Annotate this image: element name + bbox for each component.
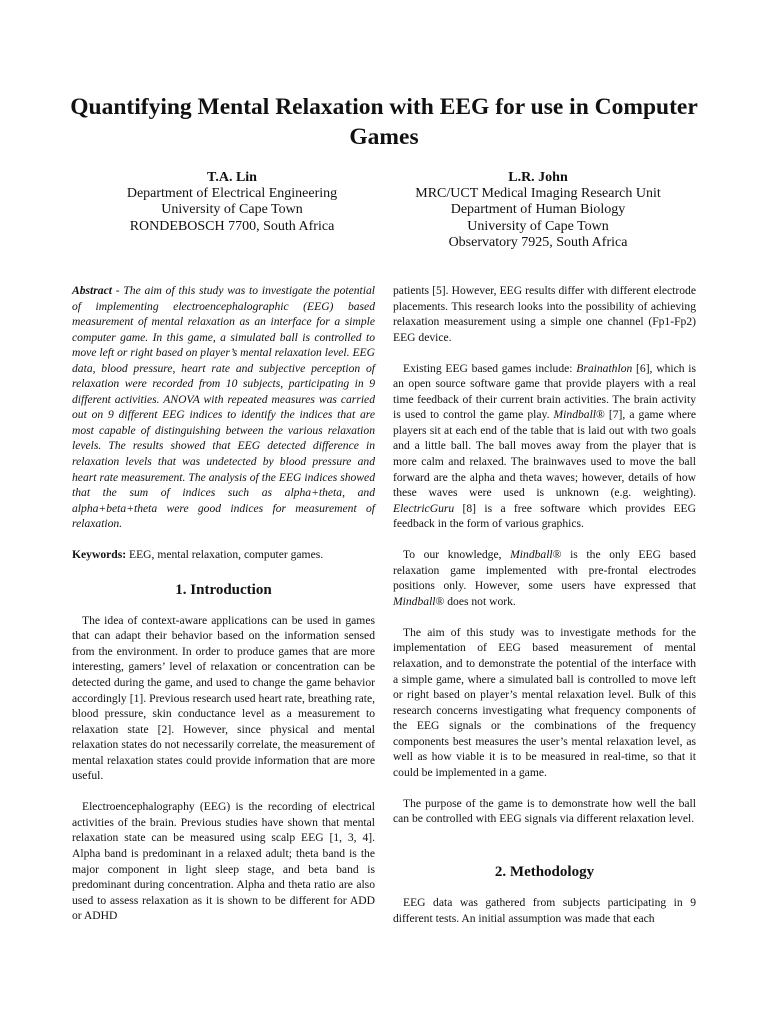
abstract: [72, 283, 375, 532]
section-heading-introduction: 1. Introduction: [175, 581, 272, 598]
game-name: Brainathlon: [576, 361, 633, 375]
text-run: ® [7], a game where players sit at each end of the table that is laid out with two goals and a little ball. The ball moves away from the player that is more calm and relaxed. The brainwaves used to move the ball forward are the alpha and theta waves; however, details of how these waves were used is unknown (e.g. weighting).: [393, 408, 696, 500]
author-affiliation: Department of Electrical Engineering: [126, 186, 338, 202]
author-block-1: [92, 170, 372, 235]
paragraph: [393, 361, 696, 532]
keywords: [72, 547, 375, 563]
author-affiliation: MRC/UCT Medical Imaging Research Unit: [415, 186, 661, 202]
section-heading-methodology: 2. Methodology: [494, 863, 595, 880]
paper-title: Quantifying Mental Relaxation with EEG for use in Computer Games: [70, 94, 698, 150]
author-affiliation: University of Cape Town: [161, 202, 303, 218]
paragraph: The idea of context-aware applications can be used in games that can adapt their behavior based on the information sensed from the environment. In order to produce games that are more interesting, gamers’ level of relaxation or concentration can be detected during the game, and used to change the game behavior accordingly [1]. Previous research used heart rate, breathing rate, blood pressure, skin conductance level as a measurement to relaxation state [2]. However, since physical and mental relaxation states do not necessarily correlate, the measurement of mental relaxation states could provide information that are more useful.: [72, 613, 375, 783]
author-affiliation: University of Cape Town: [467, 218, 609, 234]
abstract-text: - The aim of this study was to investigate the potential of implementing electroencephalographic (EEG) based measurement of mental relaxation as an interface for a simple computer game. In this game, a simulated ball is controlled to move left or right based on player’s mental relaxation level. EEG data, blood pressure, heart rate and subjective perception of relaxation were recorded from 10 subjects, participating in 9 different activities. ANOVA with repeated measures was carried out on 9 different EEG indices to identify the indices that are most capable of distinguishing between the various relaxation levels. The results showed that EEG detected difference in relaxation levels that was undetected by blood pressure and heart rate measurement. The analysis of the EEG indices showed that the sum of indices such as alpha+theta, and alpha+beta+theta were good indices for measurement of relaxation.: [72, 284, 375, 531]
right-column: [393, 283, 696, 942]
game-name: ElectricGuru: [393, 501, 455, 515]
keywords-text: EEG, mental relaxation, computer games.: [126, 548, 324, 562]
game-name: Mindball: [510, 548, 553, 562]
paragraph: The purpose of the game is to demonstrate how well the ball can be controlled with EEG signals via different relaxation level.: [393, 796, 696, 826]
paragraph: EEG data was gathered from subjects participating in 9 different tests. An initial assumption was made that each: [393, 895, 696, 925]
game-name: Mindball: [553, 408, 597, 422]
game-name: Mindball: [393, 594, 436, 608]
author-name: L.R. John: [508, 170, 568, 185]
paragraph: patients [5]. However, EEG results differ with different electrode placements. This research looks into the possibility of achieving relaxation measurement using a simple one channel (Fp1-Fp2) EEG device.: [393, 284, 696, 344]
text-run: Existing EEG based games include:: [403, 361, 577, 375]
abstract-label: Abstract: [72, 284, 112, 297]
author-name: T.A. Lin: [207, 170, 257, 185]
paragraph: Electroencephalography (EEG) is the recording of electrical activities of the brain. Previous studies have shown that mental relaxation state can be measured using scalp EEG [1, 3, 4]. Alpha band is predominant in a relaxed adult; theta band is the major component in light sleep stage, and beta band is predominant during concentration. Alpha and theta ratio are also used to assess relaxation as it is shown to be different for ADD or ADHD: [72, 800, 375, 923]
text-run: To our knowledge,: [403, 548, 511, 562]
paragraph: [393, 547, 696, 609]
author-block-2: [398, 170, 678, 251]
left-column: [72, 283, 375, 939]
text-run: [6], which is an open source software game that provide players with a real time feedback of their current brain activities. The brain activity is used to control the game play.: [393, 361, 696, 422]
text-run: [8] is a free software which provides EEG feedback in the form of various graphics.: [393, 501, 696, 531]
author-affiliation: Observatory 7925, South Africa: [448, 234, 628, 250]
text-run: ® is the only EEG based relaxation game implemented with pre-frontal electrodes positions only. However, some users have expressed that: [393, 548, 696, 593]
author-affiliation: RONDEBOSCH 7700, South Africa: [129, 218, 335, 234]
paragraph: The aim of this study was to investigate methods for the implementation of EEG based measurement of mental relaxation, and to demonstrate the potential of the interface with a simple game, where a simulated ball is controlled to move left or right based on player’s mental relaxation level. Bulk of this research concerns investigating what frequency components of the EEG signals or the combinations of the frequency components best measures the user’s mental relaxation level, as well as how viable it is to be measured in real-time, so that it could be implemented in a game.: [393, 625, 696, 779]
author-affiliation: Department of Human Biology: [450, 202, 626, 218]
keywords-label: Keywords:: [72, 548, 127, 562]
text-run: ® does not work.: [435, 594, 516, 608]
